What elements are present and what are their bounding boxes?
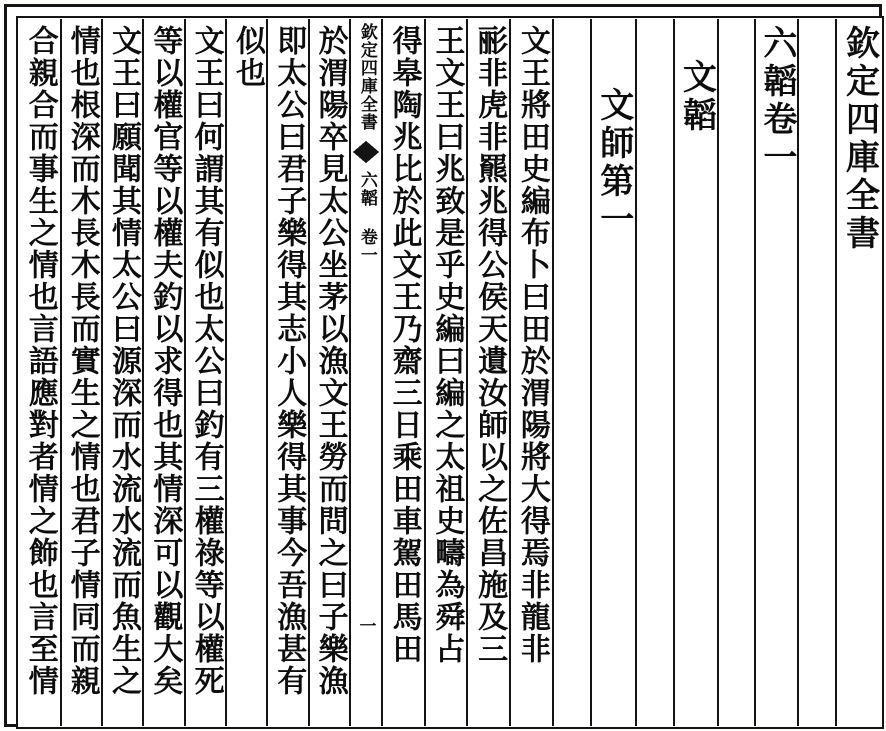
body-text-7: 似也 bbox=[229, 25, 265, 89]
body-text-6: 即太公曰君子樂得其志小人樂得其事今吾漁甚有 bbox=[271, 25, 307, 697]
text-columns bbox=[19, 19, 881, 726]
chapter-title-text: 文師第一 bbox=[593, 87, 634, 239]
column-body-4 bbox=[381, 19, 424, 726]
column-body-8 bbox=[184, 19, 225, 726]
column-blank-2 bbox=[717, 19, 754, 726]
column-body-5 bbox=[308, 19, 349, 726]
column-body-10 bbox=[101, 19, 142, 726]
column-volume-title bbox=[754, 19, 797, 726]
column-body-12 bbox=[19, 19, 60, 726]
body-text-12: 合親合而事生之情也言語應對者情之飾也言至情 bbox=[22, 25, 58, 697]
center-banner bbox=[349, 19, 381, 726]
column-body-11 bbox=[60, 19, 101, 726]
column-work-title bbox=[673, 19, 717, 726]
column-collection-title bbox=[835, 19, 881, 726]
column-body-7 bbox=[225, 19, 266, 726]
volume-title-text: 六韜卷一 bbox=[756, 25, 797, 177]
column-body-6 bbox=[266, 19, 307, 726]
page-border-outer bbox=[4, 4, 882, 727]
column-chapter-title bbox=[590, 19, 634, 726]
fishtail-mark-icon bbox=[353, 141, 379, 163]
body-text-4: 得皋陶兆比於此文王乃齋三日乘田車駕田馬田 bbox=[386, 25, 422, 665]
column-blank-1 bbox=[797, 19, 835, 726]
banner-volume-text: 六韜 卷一 bbox=[356, 171, 377, 264]
body-text-11: 情也根深而木長木長而實生之情也君子情同而親 bbox=[64, 25, 100, 697]
body-text-10: 文王曰願聞其情太公曰源深而水流水流而魚生之 bbox=[106, 25, 142, 697]
collection-title-text: 欽定四庫全書 bbox=[839, 25, 880, 253]
column-body-9 bbox=[142, 19, 183, 726]
column-blank-3 bbox=[635, 19, 673, 726]
column-body-1 bbox=[509, 19, 552, 726]
body-text-9: 等以權官等以權夫釣以求得也其情深可以觀大矣 bbox=[147, 25, 183, 697]
body-text-8: 文王曰何謂其有似也太公曰釣有三權祿等以權死 bbox=[188, 25, 224, 697]
column-body-3 bbox=[424, 19, 467, 726]
body-text-1: 文王將田史編布卜曰田於渭陽將大得焉非龍非 bbox=[514, 25, 550, 665]
banner-collection-text: 欽定四庫全書 bbox=[356, 23, 377, 131]
body-text-5: 於渭陽卒見太公坐茅以漁文王勞而問之曰子樂漁 bbox=[312, 25, 348, 697]
work-title-text: 文韜 bbox=[676, 59, 717, 135]
body-text-3: 王文王曰兆致是乎史編曰編之太祖史疇為舜占 bbox=[429, 25, 465, 665]
banner-page-number: 一 bbox=[355, 617, 376, 634]
column-blank-4 bbox=[552, 19, 590, 726]
column-body-2 bbox=[466, 19, 509, 726]
body-text-2: 彨非虎非羆兆得公侯天遺汝師以之佐昌施及三 bbox=[472, 25, 508, 665]
